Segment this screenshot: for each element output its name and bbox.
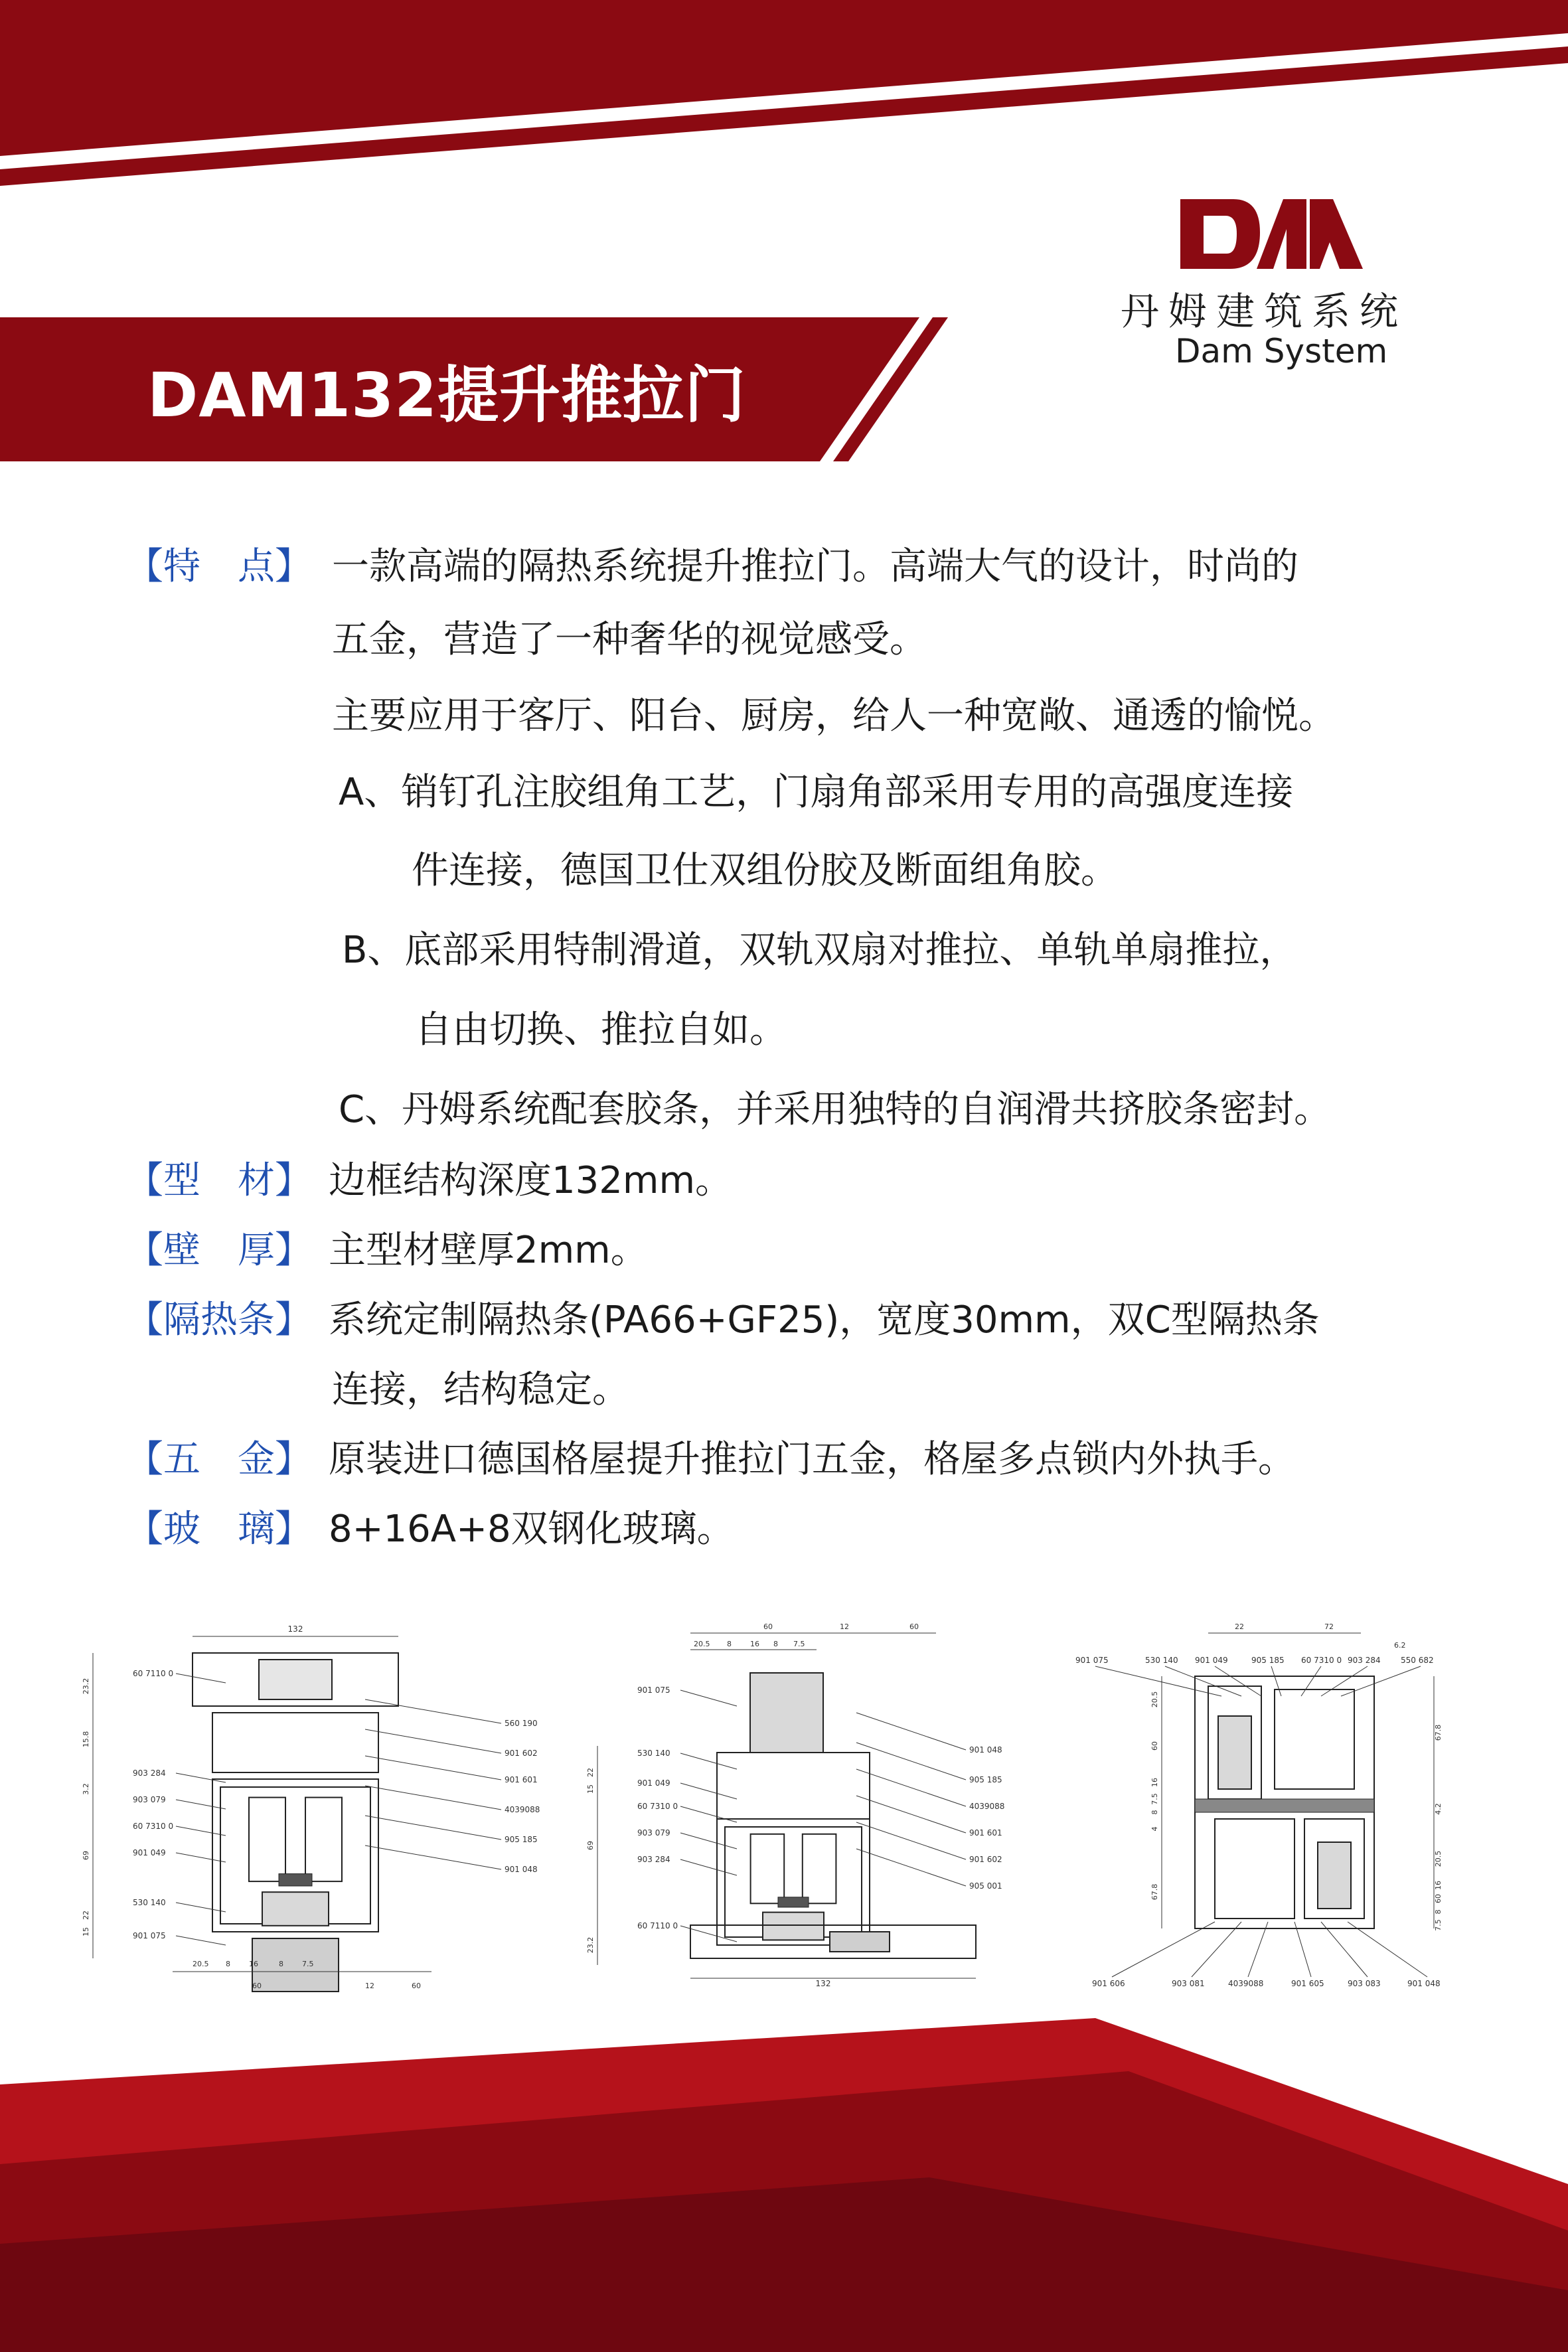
right-dim-top-label: 6.2 [1394, 1641, 1406, 1650]
right-part-leader [1294, 1922, 1311, 1977]
right-meeting-rail [1195, 1799, 1374, 1812]
left-dim-left-label: 15.8 [82, 1731, 90, 1748]
left-sash-thermal-strip [279, 1874, 312, 1886]
right-dim-top-label: 72 [1324, 1622, 1334, 1631]
right-part-leader [1248, 1922, 1268, 1977]
left-dim-left-label: 22 [82, 1911, 90, 1920]
left-dim-top-label: 132 [287, 1624, 303, 1634]
mid-part-label: 903 079 [637, 1828, 670, 1838]
label-strip: 【隔热条】 [126, 1298, 312, 1342]
left-dim-left-label: 3.2 [82, 1783, 90, 1795]
right-part-label: 901 601 [505, 1775, 538, 1784]
right-part-label: 901 048 [1407, 1979, 1441, 1988]
mid-part-leader [680, 1859, 737, 1875]
mid-part-label: 4039088 [969, 1802, 1005, 1811]
right-part-leader [1341, 1666, 1421, 1696]
features-line-5: 件连接，德国卫仕双组份胶及断面组角胶。 [412, 849, 1118, 892]
left-part-leader [176, 1936, 226, 1945]
right-part-label: 560 190 [505, 1719, 538, 1728]
label-features: 【特 点】 [126, 545, 312, 588]
mid-part-leader [680, 1926, 737, 1942]
right-dim-left-label: 16 [1150, 1778, 1159, 1787]
mid-part-leader [856, 1769, 966, 1806]
mid-dim-top-label: 60 [909, 1622, 919, 1631]
mid-upper-chamber [717, 1753, 870, 1819]
section-drawing-left [66, 1613, 558, 1998]
mid-dim-top-label: 8 [727, 1640, 732, 1648]
profile-text: 边框结构深度132mm。 [329, 1159, 732, 1202]
left-dim-bottom-label: 16 [249, 1960, 258, 1968]
left-sash-chamber-1 [249, 1798, 285, 1882]
left-part-label: 903 284 [133, 1768, 166, 1778]
left-upper-chamber [212, 1713, 378, 1772]
features-line-6: B、底部采用特制滑道，双轨双扇对推拉、单轨单扇推拉， [342, 929, 1297, 972]
right-part-label: 905 185 [1251, 1656, 1285, 1665]
right-part-label: 901 602 [505, 1749, 538, 1758]
mid-part-leader [856, 1713, 966, 1750]
mid-dim-top-label: 8 [773, 1640, 778, 1648]
left-part-leader [365, 1845, 501, 1869]
features-line-3: 主要应用于客厅、阳台、厨房，给人一种宽敞、通透的愉悦。 [332, 694, 1336, 738]
mid-sash-chamber-1 [751, 1834, 785, 1904]
left-part-leader [176, 1826, 226, 1836]
mid-part-label: 903 284 [637, 1855, 670, 1864]
left-dim-bottom-label: 60 [252, 1982, 262, 1990]
left-part-leader [365, 1756, 501, 1780]
mid-track-seal [830, 1932, 890, 1952]
mid-part-label: 905 001 [969, 1881, 1002, 1891]
mid-dim-left-label: 22 [586, 1768, 595, 1777]
left-dim-bottom-label: 8 [279, 1960, 283, 1968]
left-sash-chamber-2 [305, 1798, 342, 1882]
left-part-label: 530 140 [133, 1898, 166, 1907]
right-part-label: 550 682 [1401, 1656, 1434, 1665]
left-dim-bottom-label: 12 [365, 1982, 374, 1990]
right-dim-right-label: 7.5 [1434, 1919, 1443, 1931]
right-dim-left-label: 20.5 [1150, 1691, 1159, 1708]
right-part-leader [1271, 1666, 1281, 1696]
right-part-label: 4039088 [1228, 1979, 1264, 1988]
right-dim-right-label: 20.5 [1434, 1850, 1443, 1867]
right-part-label: 901 606 [1092, 1979, 1125, 1988]
glass-text: 8+16A+8双钢化玻璃。 [329, 1508, 734, 1551]
right-dim-top-label: 22 [1235, 1622, 1244, 1631]
left-sash-glass [262, 1892, 329, 1926]
mid-dim-left-label: 23.2 [586, 1936, 595, 1954]
left-part-leader [176, 1773, 226, 1782]
left-part-label: 60 7110 0 [133, 1669, 174, 1678]
mid-dim-top-label: 60 [763, 1622, 773, 1631]
label-hardware: 【五 金】 [126, 1438, 312, 1481]
mid-dim-top-label: 7.5 [793, 1640, 805, 1648]
mid-part-label: 905 185 [969, 1775, 1002, 1784]
left-dim-bottom-label: 7.5 [302, 1960, 314, 1968]
strip-line-1: 系统定制隔热条(PA66+GF25)，宽度30mm，双C型隔热条 [329, 1298, 1320, 1342]
features-line-2: 五金，营造了一种奢华的视觉感受。 [332, 618, 927, 661]
right-lower-chamber [1215, 1819, 1294, 1919]
left-part-leader [365, 1699, 501, 1723]
mid-dim-bottom-label: 132 [815, 1979, 831, 1988]
mid-part-leader [856, 1849, 966, 1886]
right-part-label: 60 7310 0 [1301, 1656, 1342, 1665]
left-glass-bottom [252, 1938, 339, 1992]
right-part-leader [1348, 1922, 1427, 1977]
mid-dim-top-label: 12 [840, 1622, 849, 1631]
mid-dim-top-label: 16 [750, 1640, 759, 1648]
right-dim-right-label: 8 [1434, 1909, 1443, 1915]
mid-sash-thermal-strip [778, 1897, 809, 1907]
right-part-label: 901 075 [1075, 1656, 1109, 1665]
right-part-leader [1321, 1666, 1368, 1696]
mid-part-label: 60 7310 0 [637, 1802, 678, 1811]
mid-part-leader [856, 1796, 966, 1833]
mid-part-label: 901 601 [969, 1828, 1002, 1838]
left-part-leader [365, 1816, 501, 1840]
mid-part-label: 901 602 [969, 1855, 1002, 1864]
left-part-leader [176, 1853, 226, 1862]
left-part-leader [176, 1903, 226, 1912]
left-dim-left-label: 15 [82, 1927, 90, 1936]
left-dim-left-label: 69 [82, 1851, 90, 1860]
right-part-leader [1215, 1666, 1261, 1696]
page-title: DAM132提升推拉门 [147, 360, 747, 431]
right-part-label: 530 140 [1145, 1656, 1178, 1665]
mid-part-leader [680, 1690, 737, 1706]
right-dim-left-label: 4 [1150, 1826, 1159, 1832]
left-part-leader [365, 1786, 501, 1810]
left-part-label: 903 079 [133, 1795, 166, 1804]
right-part-label: 905 185 [505, 1835, 538, 1844]
left-part-label: 901 075 [133, 1931, 166, 1940]
label-wall: 【壁 厚】 [126, 1229, 312, 1272]
mid-part-leader [680, 1783, 737, 1799]
mid-part-leader [856, 1822, 966, 1859]
mid-part-label: 901 048 [969, 1745, 1002, 1755]
brand-name-en: Dam System [1175, 332, 1388, 370]
features-line-7: 自由切换、推拉自如。 [415, 1008, 787, 1052]
right-part-label: 4039088 [505, 1805, 540, 1814]
left-part-leader [176, 1800, 226, 1809]
features-line-8: C、丹姆系统配套胶条，并采用独特的自润滑共挤胶条密封。 [339, 1088, 1332, 1131]
section-drawing-middle [571, 1620, 1036, 1992]
strip-line-2: 连接，结构稳定。 [332, 1368, 629, 1411]
mid-part-label: 901 049 [637, 1778, 670, 1788]
label-glass: 【玻 璃】 [126, 1508, 312, 1551]
section-drawing-right [1062, 1613, 1520, 1998]
mid-sash-chamber-2 [803, 1834, 836, 1904]
mid-part-label: 530 140 [637, 1749, 670, 1758]
mid-part-leader [680, 1753, 737, 1769]
wall-text: 主型材壁厚2mm。 [329, 1229, 648, 1272]
mid-dim-left-label: 69 [586, 1841, 595, 1850]
features-line-1: 一款高端的隔热系统提升推拉门。高端大气的设计，时尚的 [332, 545, 1298, 588]
mid-dim-left-label: 15 [586, 1784, 595, 1794]
brand-name-cn: 丹姆建筑系统 [1121, 289, 1408, 334]
right-dim-right-label: 4.2 [1434, 1803, 1443, 1815]
mid-sash-glass [763, 1913, 824, 1940]
mid-part-label: 901 075 [637, 1686, 670, 1695]
left-dim-bottom-label: 60 [412, 1982, 421, 1990]
right-part-label: 901 048 [505, 1865, 538, 1874]
spec-list [126, 541, 1487, 1577]
right-glass-upper [1218, 1716, 1251, 1789]
hardware-text: 原装进口德国格屋提升推拉门五金，格屋多点锁内外执手。 [329, 1438, 1295, 1481]
left-part-label: 901 049 [133, 1848, 166, 1857]
right-part-leader [1301, 1666, 1321, 1696]
right-dim-left-label: 67.8 [1150, 1883, 1159, 1901]
mid-part-label: 60 7110 0 [637, 1921, 678, 1930]
dam-logo-icon [1174, 193, 1366, 275]
mid-glass-top [750, 1673, 823, 1753]
right-dim-left-label: 7.5 [1150, 1793, 1159, 1805]
right-part-leader [1321, 1922, 1368, 1977]
mid-dim-top-label: 20.5 [694, 1640, 710, 1648]
label-profile: 【型 材】 [126, 1159, 312, 1202]
right-part-label: 903 284 [1348, 1656, 1381, 1665]
left-dim-left-label: 23.2 [82, 1678, 90, 1695]
right-glass-lower [1318, 1842, 1351, 1909]
right-part-label: 903 081 [1172, 1979, 1205, 1988]
right-part-label: 901 605 [1291, 1979, 1324, 1988]
mid-part-leader [856, 1743, 966, 1780]
left-dim-bottom-label: 8 [226, 1960, 230, 1968]
right-dim-right-label: 16 [1434, 1881, 1443, 1890]
right-dim-right-label: 60 [1434, 1894, 1443, 1903]
right-dim-left-label: 60 [1150, 1741, 1159, 1751]
left-part-leader [176, 1674, 226, 1683]
left-dim-bottom-label: 20.5 [193, 1960, 209, 1968]
left-top-glass-seal [259, 1660, 332, 1699]
right-dim-left-label: 8 [1150, 1810, 1159, 1815]
right-part-label: 901 049 [1195, 1656, 1228, 1665]
left-part-label: 60 7310 0 [133, 1822, 174, 1831]
right-upper-chamber [1275, 1689, 1354, 1789]
mid-part-leader [680, 1833, 737, 1849]
mid-part-leader [680, 1806, 737, 1822]
right-dim-right-label: 67.8 [1434, 1724, 1443, 1741]
left-part-leader [365, 1729, 501, 1753]
features-line-4: A、销钉孔注胶组角工艺，门扇角部采用专用的高强度连接 [339, 771, 1294, 814]
right-part-label: 903 083 [1348, 1979, 1381, 1988]
